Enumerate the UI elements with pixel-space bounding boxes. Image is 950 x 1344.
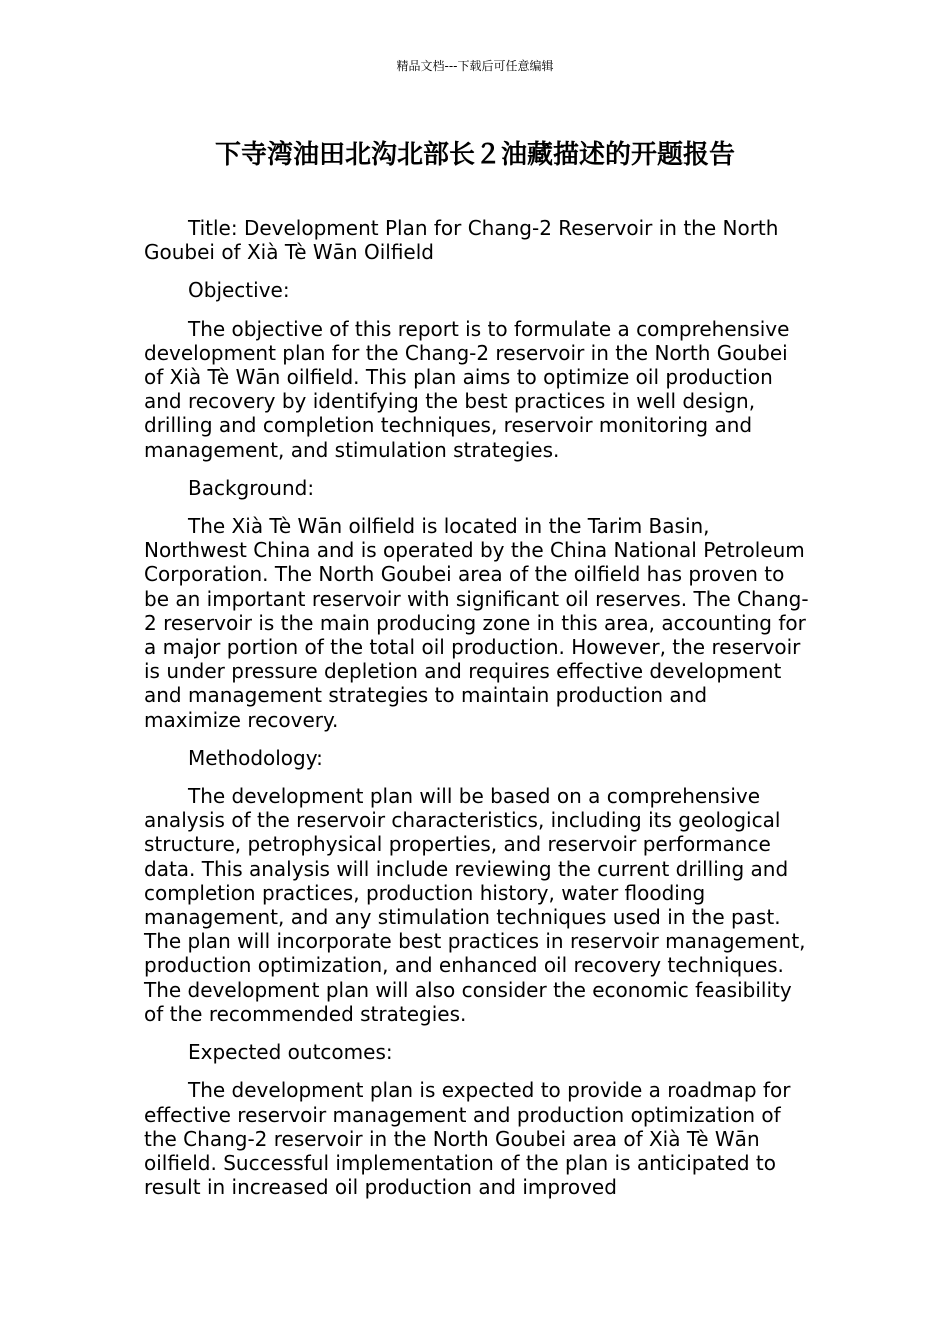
heading-expected-outcomes: Expected outcomes: — [188, 1040, 393, 1065]
paragraph-expected-outcomes: The development plan is expected to provide a roadmap for effective reservoir management and production optimization of the Chang-2 reservoir in the North Goubei area of Xià Tè Wān oilfield. Successful implementation of the plan is anticipated to result in increased oil production and improved — [144, 1078, 791, 1200]
paragraph-methodology: The development plan will be based on a comprehensive analysis of the reservoir characteristics, including its geological structure, petrophysical properties, and reservoir performance data. This analysis will include reviewing the current drilling and completion practices, production history, water flooding management, and any stimulation techniques used in the past. The plan will incorporate best practices in reservoir management, production optimization, and enhanced oil recovery techniques. The development plan will also consider the economic feasibility of the recommended strategies. — [144, 784, 806, 1026]
paragraph-background: The Xià Tè Wān oilfield is located in the Tarim Basin, Northwest China and is operated by the China National Petroleum Corporation. The North Goubei area of the oilfield has proven to be an important reservoir with significant oil reserves. The Chang-2 reservoir is the main producing zone in this area, accounting for a major portion of the total oil production. However, the reservoir is under pressure depletion and requires effective development and management strategies to maintain production and maximize recovery. — [144, 514, 809, 732]
paragraph-objective: The objective of this report is to formulate a comprehensive development plan for the Chang-2 reservoir in the North Goubei of Xià Tè Wān oilfield. This plan aims to optimize oil production and recovery by identifying the best practices in well design, drilling and completion techniques, reservoir monitoring and management, and stimulation strategies. — [144, 316, 790, 462]
heading-background: Background: — [188, 475, 315, 500]
document-body — [144, 216, 809, 1213]
heading-objective: Objective: — [188, 278, 290, 303]
paragraph-title-line: Title: Development Plan for Chang-2 Reservoir in the North Goubei of Xià Tè Wān Oilfield — [144, 216, 779, 265]
document-title: 下寺湾油田北沟北部长２油藏描述的开题报告 — [214, 140, 735, 170]
heading-methodology: Methodology: — [188, 745, 323, 770]
page-header: 精品文档---下载后可任意编辑 — [396, 59, 554, 73]
